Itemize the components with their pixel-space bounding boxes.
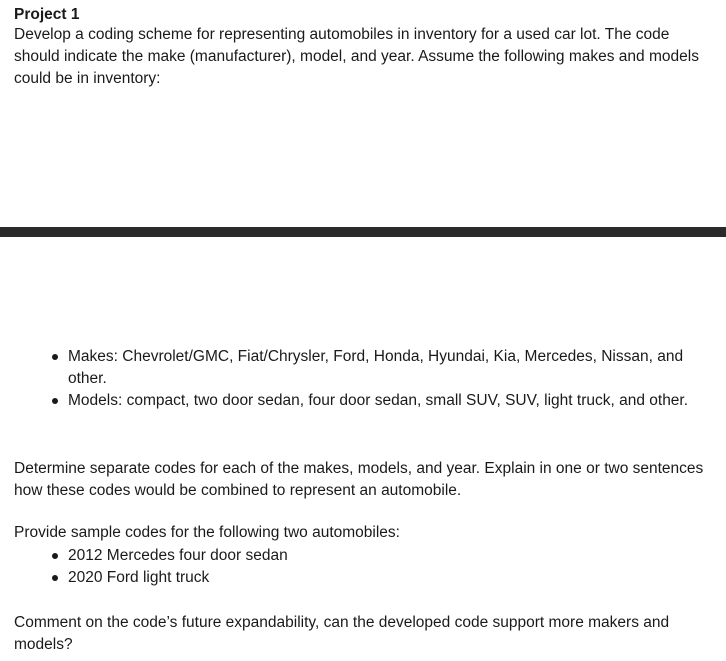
list-item-text: 2012 Mercedes four door sedan xyxy=(68,547,288,564)
samples-intro: Provide sample codes for the following two automobiles: xyxy=(14,524,400,541)
expandability-paragraph: Comment on the code’s future expandability, can the developed code support more makers and models? xyxy=(14,614,670,653)
page-divider-bar xyxy=(0,227,726,237)
bullet-icon xyxy=(52,398,58,404)
project-intro-paragraph: Develop a coding scheme for representing automobiles in inventory for a used car lot. The code should indicate the make (manufacturer), model, and year. Assume the following makes and models could be in inventory: xyxy=(14,26,699,87)
project-title: Project 1 xyxy=(14,6,80,23)
bullet-icon xyxy=(52,575,58,581)
requirements-list xyxy=(14,346,719,412)
list-item-makes xyxy=(14,346,719,390)
codes-paragraph: Determine separate codes for each of the makes, models, and year. Explain in one or two sentences how these codes would be combined to represent an automobile. xyxy=(14,460,704,499)
list-item-text: Models: compact, two door sedan, four door sedan, small SUV, SUV, light truck, and other. xyxy=(68,392,689,409)
list-item-text: 2020 Ford light truck xyxy=(68,569,210,586)
samples-list xyxy=(14,545,719,589)
list-item-text: Makes: Chevrolet/GMC, Fiat/Chrysler, Ford, Honda, Hyundai, Kia, Mercedes, Nissan, and other. xyxy=(68,348,684,387)
bullet-icon xyxy=(52,553,58,559)
list-item-models xyxy=(14,390,719,412)
list-item-sample xyxy=(14,567,719,589)
bullet-icon xyxy=(52,354,58,360)
list-item-sample xyxy=(14,545,719,567)
